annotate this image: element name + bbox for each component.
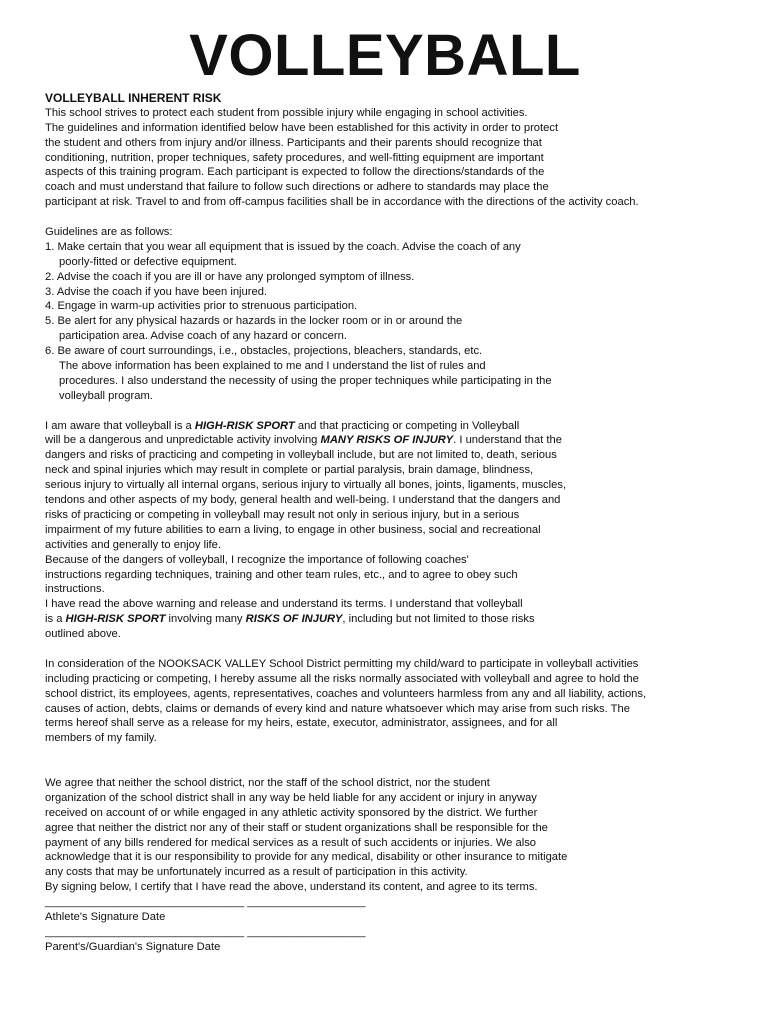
risk-text: , including but not limited to those risks	[342, 613, 535, 626]
agreement-line: acknowledge that it is our responsibility to provide for any medical, disability or other insurance to mitigate	[45, 851, 568, 864]
agreement-line: any costs that may be unfortunately incurred as a result of participation in this activity.	[45, 866, 468, 879]
guideline-item: The above information has been explained to me and I understand the list of rules and	[59, 360, 486, 373]
risk-paragraph	[45, 419, 745, 642]
agreement-line: organization of the school district shall in any way be held liable for any accident or injury in anyway	[45, 791, 537, 804]
risk-line: tendons and other aspects of my body, general health and well-being. I understand that the dangers and	[45, 494, 561, 507]
consideration-line: terms hereof shall serve as a release for my heirs, estate, executor, administrator, assignees, and for all	[45, 717, 558, 730]
agreement-paragraph	[45, 776, 745, 895]
consideration-line: school district, its employees, agents, representatives, coaches and volunteers harmless from any and all liability, actions,	[45, 687, 647, 700]
guideline-item: 2. Advise the coach if you are ill or have any prolonged symptom of illness.	[45, 270, 415, 283]
guideline-item: 1. Make certain that you wear all equipment that is issued by the coach. Advise the coach of any	[45, 240, 521, 253]
section-heading: VOLLEYBALL INHERENT RISK	[45, 91, 222, 105]
guideline-item: poorly-fitted or defective equipment.	[59, 255, 237, 268]
guideline-item: 5. Be alert for any physical hazards or hazards in the locker room or in or around the	[45, 315, 463, 328]
risk-lines	[45, 448, 745, 612]
risk-line: impairment of my future abilities to earn a living, to engage in other business, social and recreational	[45, 523, 541, 536]
consideration-line: causes of action, debts, claims or demands of every kind and nature whatsoever which may arise from such risks. The	[45, 702, 630, 715]
athlete-signature-line[interactable]: ________________________________ ___________________	[45, 896, 366, 909]
risk-line: I have read the above warning and release and understand its terms. I understand that volleyball	[45, 598, 523, 611]
risk-line: neck and spinal injuries which may result in complete or partial paralysis, brain damage, blindness,	[45, 464, 534, 477]
agreement-line: We agree that neither the school district, nor the staff of the school district, nor the student	[45, 776, 490, 789]
risk-line: outlined above.	[45, 628, 121, 641]
risk-line	[45, 612, 745, 627]
intro-paragraph	[45, 106, 745, 210]
guideline-list	[45, 240, 745, 404]
risks-of-injury-emphasis: RISKS OF INJURY	[245, 613, 343, 626]
risk-text: is a	[45, 613, 66, 626]
athlete-signature-label: Athlete's Signature Date	[45, 911, 166, 923]
guideline-item: 6. Be aware of court surroundings, i.e., obstacles, projections, bleachers, standards, etc.	[45, 345, 483, 358]
document-body	[45, 91, 745, 955]
risk-text: involving many	[165, 613, 246, 626]
agreement-line: agree that neither the district nor any of their staff or student organizations shall be responsible for the	[45, 821, 548, 834]
parent-signature-label: Parent's/Guardian's Signature Date	[45, 940, 221, 953]
intro-line: conditioning, nutrition, proper techniques, safety procedures, and well-fitting equipment are important	[45, 151, 544, 164]
guideline-item: procedures. I also understand the necessity of using the proper techniques while participating in the	[59, 374, 552, 387]
intro-line: coach and must understand that failure to follow such directions or adhere to standards may place the	[45, 181, 549, 194]
risk-line: instructions.	[45, 583, 105, 596]
agreement-line: By signing below, I certify that I have read the above, understand its content, and agree to its terms.	[45, 881, 538, 894]
guideline-item: 4. Engage in warm-up activities prior to strenuous participation.	[45, 300, 358, 313]
intro-line: aspects of this training program. Each participant is expected to follow the directions/standards of the	[45, 166, 545, 179]
intro-line: participant at risk. Travel to and from off-campus facilities shall be in accordance with the directions of the activity coach.	[45, 196, 639, 209]
intro-line: This school strives to protect each student from possible injury while engaging in school activities.	[45, 106, 528, 119]
consideration-line: In consideration of the NOOKSACK VALLEY School District permitting my child/ward to participate in volleyball activities	[45, 657, 639, 670]
risk-line: activities and generally to enjoy life.	[45, 538, 221, 551]
risk-text: . I understand that the	[453, 434, 562, 447]
guidelines-lead: Guidelines are as follows:	[45, 226, 173, 239]
guideline-item: 3. Advise the coach if you have been injured.	[45, 285, 268, 298]
risk-line: Because of the dangers of volleyball, I recognize the importance of following coaches'	[45, 553, 469, 566]
risk-line: dangers and risks of practicing and competing in volleyball include, but are not limited to, death, serious	[45, 449, 557, 462]
intro-line: the student and others from injury and/or illness. Participants and their parents should recognize that	[45, 136, 542, 149]
agreement-line: received on account of or while engaged in any athletic activity sponsored by the district. We further	[45, 806, 538, 819]
intro-line: The guidelines and information identified below have been established for this activity in order to protect	[45, 121, 559, 134]
signature-block	[45, 895, 745, 955]
consideration-line: including practicing or competing, I hereby assume all the risks normally associated with volleyball and agree to hold the	[45, 672, 639, 685]
risk-line: serious injury to virtually all internal organs, serious injury to virtually all bones, joints, ligaments, muscles,	[45, 479, 567, 492]
consideration-paragraph	[45, 657, 745, 746]
high-risk-emphasis: HIGH-RISK SPORT	[194, 419, 295, 432]
consideration-line: members of my family.	[45, 732, 157, 745]
risk-text: and that practicing or competing in Volleyball	[294, 419, 520, 432]
risk-line	[45, 419, 745, 434]
risk-line: instructions regarding techniques, training and other team rules, etc., and to agree to obey such	[45, 568, 518, 581]
risks-of-injury-emphasis: MANY RISKS OF INJURY	[320, 434, 454, 447]
risk-text: I am aware that volleyball is a	[45, 419, 195, 432]
high-risk-emphasis: HIGH-RISK SPORT	[65, 613, 166, 626]
guideline-item: participation area. Advise coach of any hazard or concern.	[59, 330, 347, 343]
risk-line: risks of practicing or competing in volleyball may result not only in serious injury, but in a serious	[45, 508, 520, 521]
guidelines-section	[45, 225, 745, 404]
risk-line	[45, 433, 745, 448]
parent-signature-line[interactable]: ________________________________ ___________________	[45, 925, 366, 938]
page-title: VOLLEYBALL	[189, 23, 581, 88]
agreement-line: payment of any bills rendered for medical services as a result of such accidents or injuries. We also	[45, 836, 537, 849]
guideline-item: volleyball program.	[59, 389, 153, 402]
risk-text: will be a dangerous and unpredictable activity involving	[45, 434, 321, 447]
